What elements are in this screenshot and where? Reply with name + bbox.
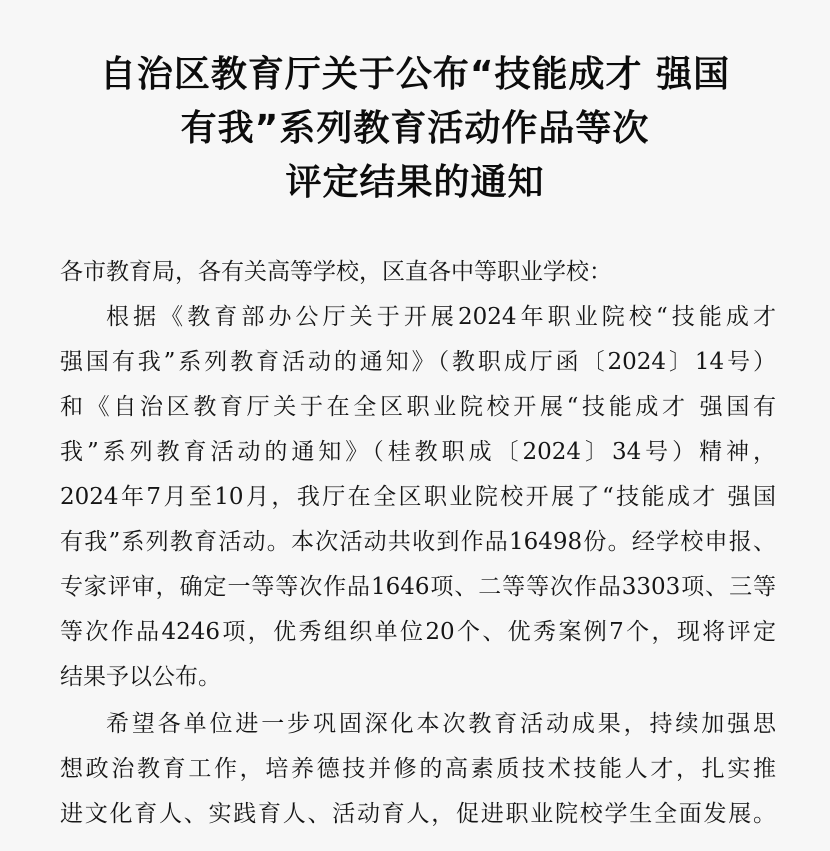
paragraph-line: 我”系列教育活动的通知》（桂教职成〔2024〕34号）精神， <box>60 439 776 465</box>
title-line: 评定结果的通知 <box>285 162 545 203</box>
document-body <box>60 250 776 837</box>
paragraph-line: 希望各单位进一步巩固深化本次教育活动成果，持续加强思 <box>106 711 776 737</box>
paragraph-1 <box>60 295 776 700</box>
paragraph-line: 根据《教育部办公厅关于开展2024年职业院校“技能成才 <box>106 304 776 330</box>
paragraph-line: 专家评审，确定一等等次作品1646项、二等等次作品3303项、三等 <box>60 574 776 600</box>
paragraph-line: 想政治教育工作，培养德技并修的高素质技术技能人才，扎实推 <box>60 756 776 782</box>
paragraph-line: 有我”系列教育活动。本次活动共收到作品16498份。经学校申报、 <box>60 529 776 555</box>
paragraph-line: 强国有我”系列教育活动的通知》（教职成厅函〔2024〕14号） <box>60 349 776 375</box>
title-line: 自治区教育厅关于公布“技能成才 强国 <box>99 54 731 95</box>
paragraph-line: 和《自治区教育厅关于在全区职业院校开展“技能成才 强国有 <box>60 394 776 420</box>
salutation: 各市教育局，各有关高等学校，区直各中等职业学校： <box>60 259 612 285</box>
paragraph-line: 进文化育人、实践育人、活动育人，促进职业院校学生全面发展。 <box>60 801 776 827</box>
document-title <box>0 48 830 210</box>
title-line: 有我”系列教育活动作品等次 <box>180 108 650 149</box>
paragraph-line: 2024年7月至10月，我厅在全区职业院校开展了“技能成才 强国 <box>60 484 776 510</box>
paragraph-2 <box>60 702 776 837</box>
paragraph-line: 等次作品4246项，优秀组织单位20个、优秀案例7个，现将评定 <box>60 619 776 645</box>
paragraph-line: 结果予以公布。 <box>60 664 221 690</box>
